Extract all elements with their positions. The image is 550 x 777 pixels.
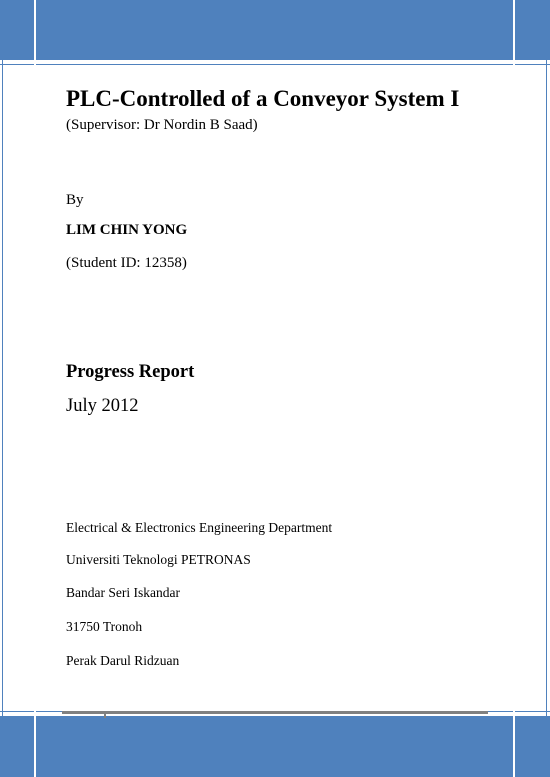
by-label: By [66,192,84,208]
report-date: July 2012 [66,396,139,416]
right-frame-line [513,0,515,777]
address-university: Universiti Teknologi PETRONAS [66,552,251,567]
left-frame-line [34,0,36,777]
student-id: (Student ID: 12358) [66,255,187,271]
left-edge-line [2,0,3,777]
header-band [0,0,550,60]
report-type: Progress Report [66,362,195,382]
footer-rule-tick [104,714,106,718]
top-border-line [0,64,550,65]
footer-rule [62,711,488,714]
address-department: Electrical & Electronics Engineering Department [66,520,333,535]
supervisor-line: (Supervisor: Dr Nordin B Saad) [66,117,258,133]
report-title: PLC-Controlled of a Conveyor System I [66,86,460,111]
footer-band [0,716,550,777]
address-town: Bandar Seri Iskandar [66,585,180,600]
right-edge-line [546,0,547,777]
author-name: LIM CHIN YONG [66,222,188,238]
address-postcode: 31750 Tronoh [66,619,143,634]
address-state: Perak Darul Ridzuan [66,653,180,668]
